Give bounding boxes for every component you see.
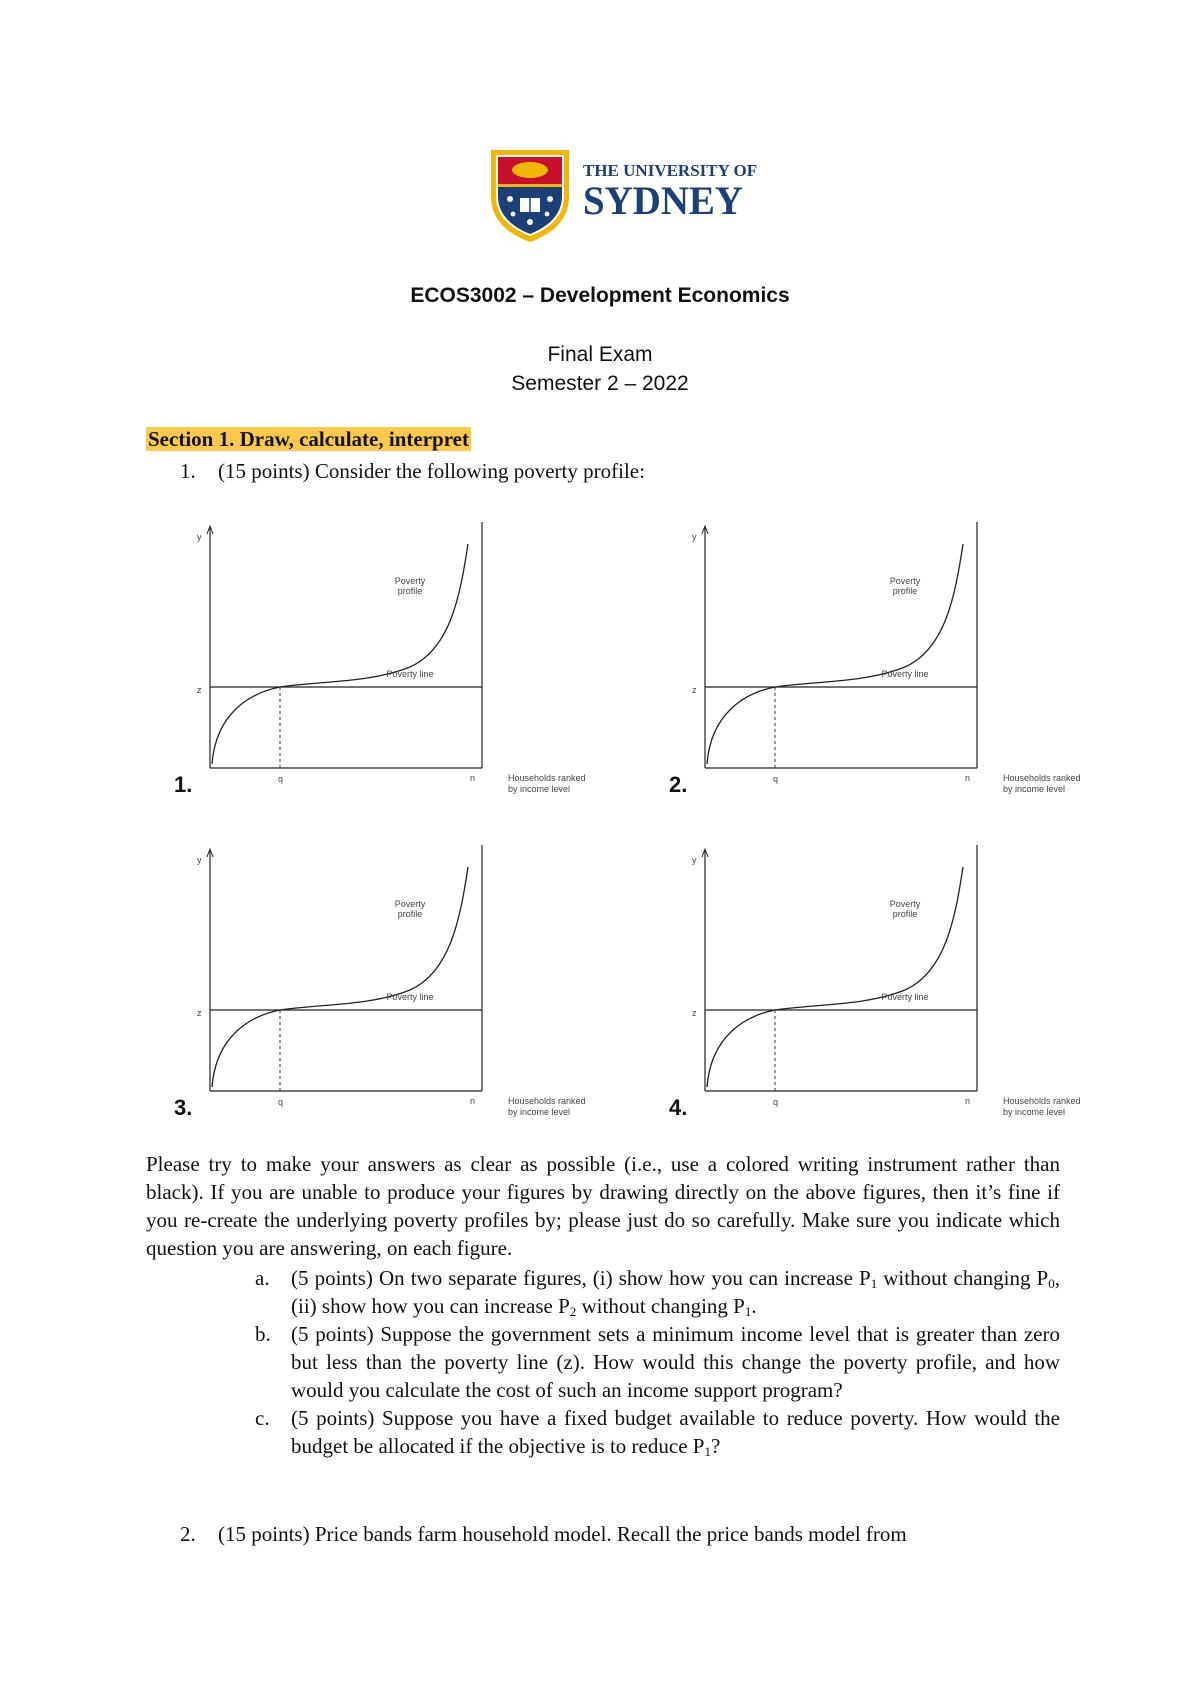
exam-info bbox=[0, 340, 1200, 398]
n-label: n bbox=[965, 773, 971, 783]
figure-3 bbox=[170, 843, 590, 1143]
poverty-profile-graph bbox=[170, 520, 590, 820]
instructions-paragraph: Please try to make your answers as clear as possible (i.e., use a colored writing instrument rather than black). If you are unable to produce your figures by drawing directly on the above figures, then it’s fine if you re-create the underlying poverty profiles by; please just do so carefully. Make sure you indicate which question you are answering, on each figure. bbox=[146, 1152, 1060, 1260]
n-label: n bbox=[965, 1096, 971, 1106]
subquestion-label: b. bbox=[255, 1322, 271, 1346]
y-axis-label: y bbox=[692, 532, 697, 542]
subquestion-c bbox=[255, 1404, 1060, 1460]
q-label: q bbox=[773, 1097, 779, 1107]
logo-line1: THE UNIVERSITY OF bbox=[583, 161, 758, 180]
poverty-profile-curve bbox=[707, 544, 963, 764]
curve-label-line2: profile bbox=[397, 909, 423, 919]
curve-label-line1: Poverty bbox=[394, 899, 426, 909]
curve-label-line1: Poverty bbox=[889, 576, 921, 586]
subquestion-text: (5 points) On two separate figures, (i) show how you can increase $P_1$ without changing $P_0$, (ii) show how you can increase $P_2$ without changing $P_1$. bbox=[291, 1266, 1060, 1319]
figure-4 bbox=[665, 843, 1085, 1143]
figure-2 bbox=[665, 520, 1085, 820]
z-label: z bbox=[692, 685, 697, 695]
course-title: ECOS3002 – Development Economics bbox=[410, 284, 790, 307]
subquestion-list bbox=[255, 1264, 1060, 1460]
poverty-line-label: Poverty line bbox=[881, 669, 929, 679]
figure-number: 3. bbox=[174, 1095, 193, 1120]
poverty-profile-graph bbox=[665, 520, 1085, 820]
y-axis-label: y bbox=[197, 855, 202, 865]
curve-label-line2: profile bbox=[892, 586, 918, 596]
x-axis-label-line2: by income level bbox=[1003, 1107, 1066, 1117]
figure-number: 1. bbox=[174, 772, 193, 797]
question-text: (15 points) Price bands farm household model. Recall the price bands model from bbox=[218, 1522, 907, 1546]
poverty-profile-graph bbox=[665, 843, 1085, 1143]
curve-label-line2: profile bbox=[892, 909, 918, 919]
exam-semester: Semester 2 – 2022 bbox=[511, 372, 689, 395]
n-label: n bbox=[470, 773, 476, 783]
subquestion-text: (5 points) Suppose the government sets a minimum income level that is greater than zero but less than the poverty line (z). How would this change the poverty profile, and how would you calculate the cost of such an income support program? bbox=[291, 1322, 1060, 1402]
section-title: Section 1. Draw, calculate, interpret bbox=[148, 427, 469, 451]
question-number: 2. bbox=[180, 1522, 196, 1546]
curve-label-line2: profile bbox=[397, 586, 423, 596]
curve-label-line1: Poverty bbox=[394, 576, 426, 586]
x-axis-label-line2: by income level bbox=[1003, 784, 1066, 794]
curve-label-line1: Poverty bbox=[889, 899, 921, 909]
poverty-profile-graph bbox=[170, 843, 590, 1143]
question-text: (15 points) Consider the following poverty profile: bbox=[218, 459, 645, 483]
x-axis-label-line2: by income level bbox=[508, 784, 571, 794]
question-2 bbox=[180, 1522, 1060, 1547]
n-label: n bbox=[470, 1096, 476, 1106]
poverty-profile-curve bbox=[707, 867, 963, 1087]
subquestion-label: a. bbox=[255, 1266, 270, 1290]
z-label: z bbox=[197, 1008, 202, 1018]
z-label: z bbox=[197, 685, 202, 695]
x-axis-label-line1: Households ranked bbox=[1003, 773, 1081, 783]
question-number: 1. bbox=[180, 459, 196, 483]
z-label: z bbox=[692, 1008, 697, 1018]
poverty-profile-curve bbox=[212, 544, 468, 764]
crest-icon bbox=[491, 150, 569, 242]
university-logo bbox=[483, 146, 763, 244]
poverty-line-label: Poverty line bbox=[881, 992, 929, 1002]
exam-title: Final Exam bbox=[547, 343, 653, 366]
subquestion-a bbox=[255, 1264, 1060, 1320]
figure-1 bbox=[170, 520, 590, 820]
y-axis-label: y bbox=[197, 532, 202, 542]
section-heading bbox=[146, 427, 471, 452]
x-axis-label-line1: Households ranked bbox=[1003, 1096, 1081, 1106]
poverty-line-label: Poverty line bbox=[386, 992, 434, 1002]
question-1 bbox=[180, 459, 645, 484]
logo-line2: SYDNEY bbox=[583, 178, 744, 223]
subquestion-b bbox=[255, 1320, 1060, 1404]
subquestion-label: c. bbox=[255, 1406, 270, 1430]
subquestion-text: (5 points) Suppose you have a fixed budget available to reduce poverty. How would the budget be allocated if the objective is to reduce $P_1$? bbox=[291, 1406, 1060, 1459]
q-label: q bbox=[278, 1097, 284, 1107]
x-axis-label-line2: by income level bbox=[508, 1107, 571, 1117]
q-label: q bbox=[278, 774, 284, 784]
poverty-line-label: Poverty line bbox=[386, 669, 434, 679]
q-label: q bbox=[773, 774, 779, 784]
x-axis-label-line1: Households ranked bbox=[508, 773, 586, 783]
poverty-profile-curve bbox=[212, 867, 468, 1087]
y-axis-label: y bbox=[692, 855, 697, 865]
figure-number: 4. bbox=[669, 1095, 688, 1120]
x-axis-label-line1: Households ranked bbox=[508, 1096, 586, 1106]
figure-number: 2. bbox=[669, 772, 688, 797]
